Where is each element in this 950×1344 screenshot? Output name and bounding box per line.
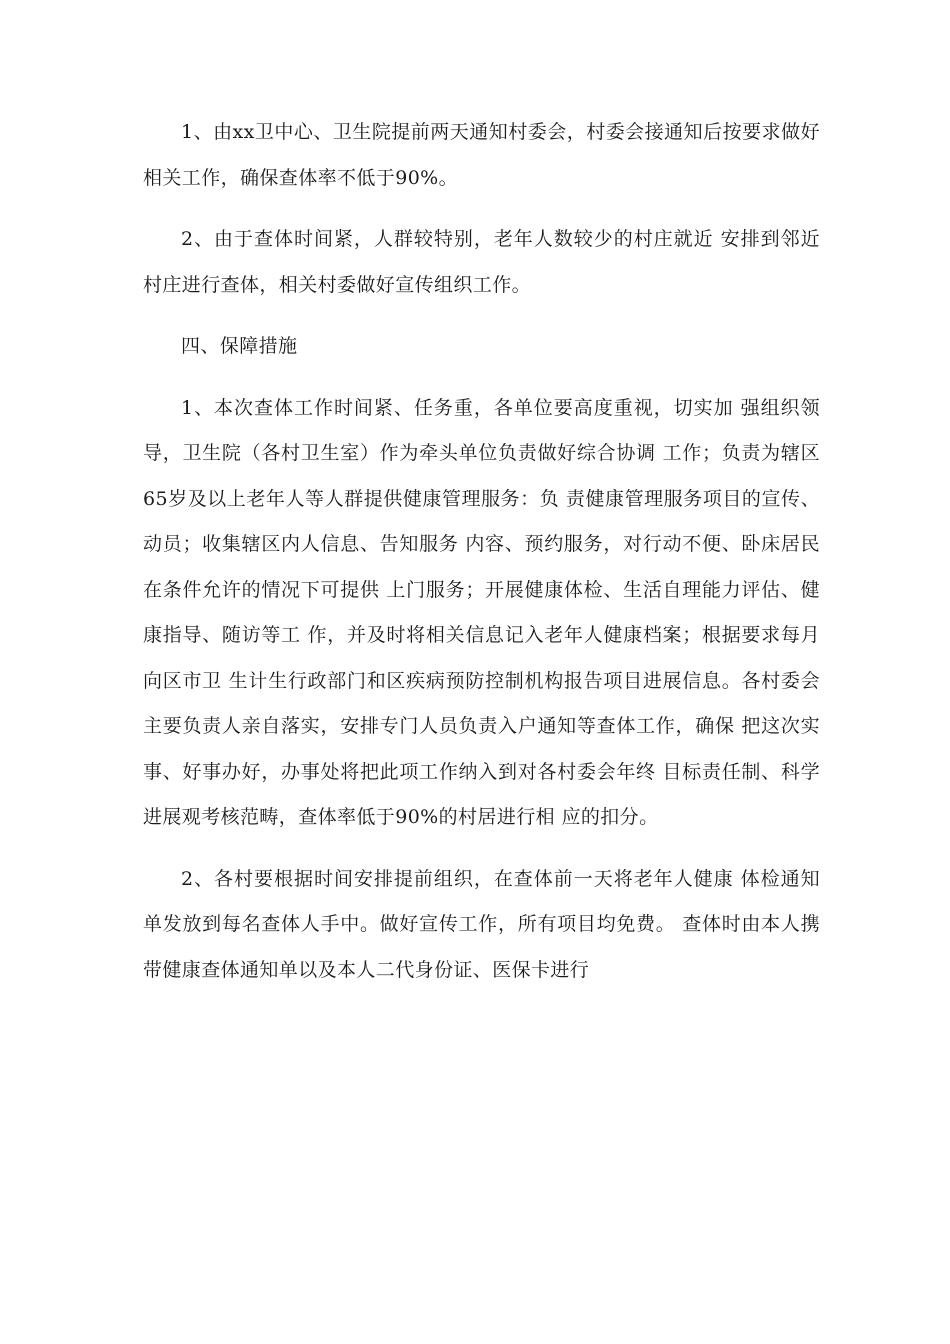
- paragraph-nearby-village: 2、由于查体时间紧，人群较特别，老年人数较少的村庄就近 安排到邻近村庄进行查体，相关村委做好宣传组织工作。: [143, 228, 820, 296]
- document-body: [143, 110, 820, 1009]
- paragraph-advance-organize: 2、各村要根据时间安排提前组织，在查体前一天将老年人健康 体检通知单发放到每名查体人手中。做好宣传工作，所有项目均免费。 查体时由本人携带健康查体通知单以及本人二代身份证、医保卡进行: [143, 867, 820, 981]
- paragraph-organization: 1、本次查体工作时间紧、任务重，各单位要高度重视，切实加 强组织领导，卫生院（各村卫生室）作为牵头单位负责做好综合协调 工作；负责为辖区65岁及以上老年人等人群提供健康管理服务：负 责健康管理服务项目的宣传、动员；收集辖区内人信息、告知服务 内容、预约服务，对行动不便、卧床居民在条件允许的情况下可提供 上门服务；开展健康体检、生活自理能力评估、健康指导、随访等工 作，并及时将相关信息记入老年人健康档案；根据要求每月向区市卫 生计生行政部门和区疾病预防控制机构报告项目进展信息。各村委会 主要负责人亲自落实，安排专门人员负责入户通知等查体工作，确保 把这次实事、好事办好，办事处将把此项工作纳入到对各村委会年终 目标责任制、科学进展观考核范畴，查体率低于90%的村居进行相 应的扣分。: [143, 396, 820, 828]
- section-heading-safeguards: 四、保障措施: [181, 335, 298, 357]
- paragraph-notification: 1、由xx卫中心、卫生院提前两天通知村委会，村委会接通知后按要求做好相关工作，确保查体率不低于90%。: [143, 121, 820, 189]
